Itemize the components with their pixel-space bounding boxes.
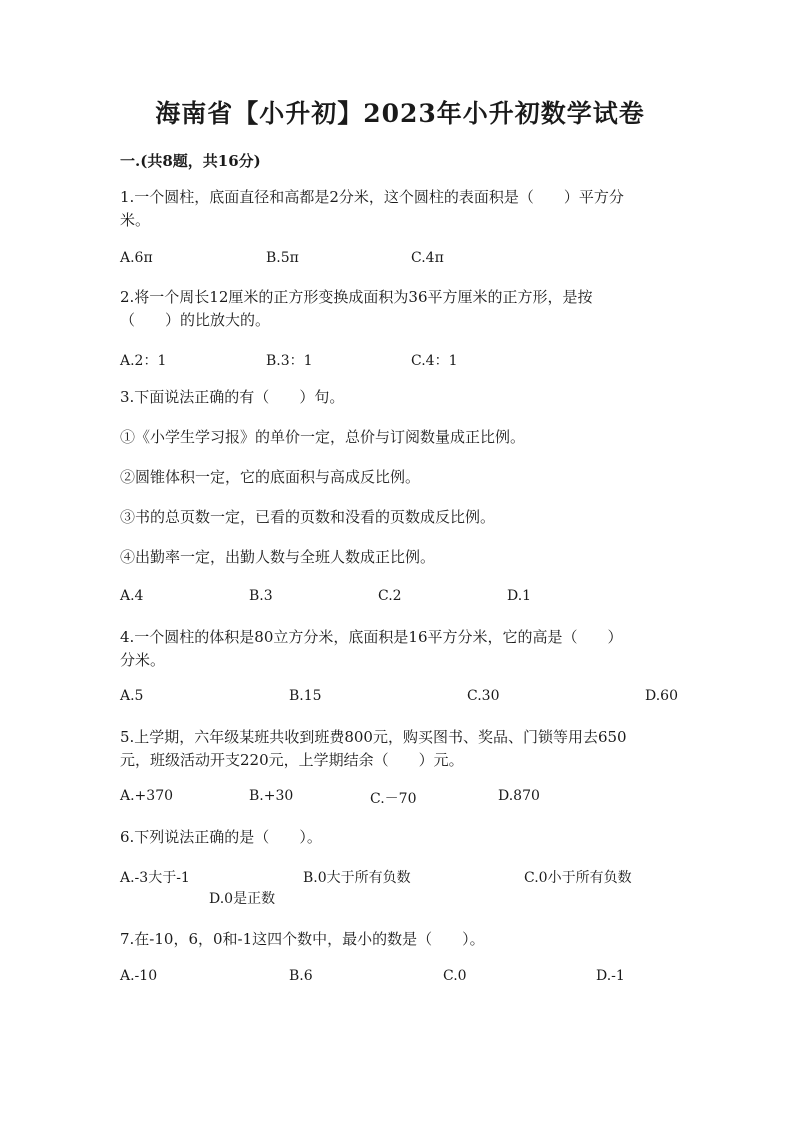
q5-option-d: D.870 <box>498 788 540 804</box>
q3-option-b: B.3 <box>249 588 273 604</box>
q4-option-c: C.30 <box>467 688 500 704</box>
section-header: 一.(共8题，共16分) <box>120 152 261 170</box>
q5-option-b: B.+30 <box>249 788 294 804</box>
q6-option-b: B.0大于所有负数 <box>303 870 411 886</box>
q2-option-c: C.4：1 <box>411 353 458 369</box>
q2-option-a: A.2：1 <box>120 353 167 369</box>
question-4-line-2: 分米。 <box>120 651 166 669</box>
question-1-line-2: 米。 <box>120 211 151 229</box>
q6-option-a: A.-3大于-1 <box>120 870 190 886</box>
question-5-line-2: 元，班级活动开支220元，上学期结余（ ）元。 <box>120 751 464 769</box>
question-6-line-1: 6.下列说法正确的是（ ）。 <box>120 828 322 846</box>
q5-option-c: C.－70 <box>370 791 417 807</box>
exam-title: 海南省【小升初】2023年小升初数学试卷 <box>155 99 645 128</box>
q3-statement-1: ①《小学生学习报》的单价一定，总价与订阅数量成正比例。 <box>120 428 526 446</box>
q4-option-d: D.60 <box>645 688 678 704</box>
question-3-line-1: 3.下面说法正确的有（ ）句。 <box>120 388 345 406</box>
q4-option-b: B.15 <box>289 688 322 704</box>
question-7-line-1: 7.在-10，6，0和-1这四个数中，最小的数是（ ）。 <box>120 930 485 948</box>
q3-option-d: D.1 <box>507 588 532 604</box>
q7-option-a: A.-10 <box>120 968 158 984</box>
q1-option-a: A.6π <box>120 250 153 266</box>
question-5-line-1: 5.上学期，六年级某班共收到班费800元，购买图书、奖品、门锁等用去650 <box>120 728 627 746</box>
q5-option-a: A.+370 <box>120 788 174 804</box>
question-1-line-1: 1.一个圆柱，底面直径和高都是2分米，这个圆柱的表面积是（ ）平方分 <box>120 188 624 206</box>
question-2-line-1: 2.将一个周长12厘米的正方形变换成面积为36平方厘米的正方形，是按 <box>120 288 593 306</box>
q3-option-c: C.2 <box>378 588 402 604</box>
q2-option-b: B.3：1 <box>266 353 313 369</box>
q3-option-a: A.4 <box>120 588 144 604</box>
q7-option-d: D.-1 <box>596 968 625 984</box>
q1-option-b: B.5π <box>266 250 299 266</box>
question-2-line-2: （ ）的比放大的。 <box>120 311 271 329</box>
q7-option-c: C.0 <box>443 968 467 984</box>
question-4-line-1: 4.一个圆柱的体积是80立方分米，底面积是16平方分米，它的高是（ ） <box>120 628 623 646</box>
q3-statement-3: ③书的总页数一定，已看的页数和没看的页数成反比例。 <box>120 508 496 526</box>
q7-option-b: B.6 <box>289 968 313 984</box>
q3-statement-2: ②圆锥体积一定，它的底面积与高成反比例。 <box>120 468 421 486</box>
q6-option-d: D.0是正数 <box>209 891 276 907</box>
q3-statement-4: ④出勤率一定，出勤人数与全班人数成正比例。 <box>120 548 436 566</box>
q6-option-c: C.0小于所有负数 <box>524 870 632 886</box>
q4-option-a: A.5 <box>120 688 144 704</box>
q1-option-c: C.4π <box>411 250 444 266</box>
